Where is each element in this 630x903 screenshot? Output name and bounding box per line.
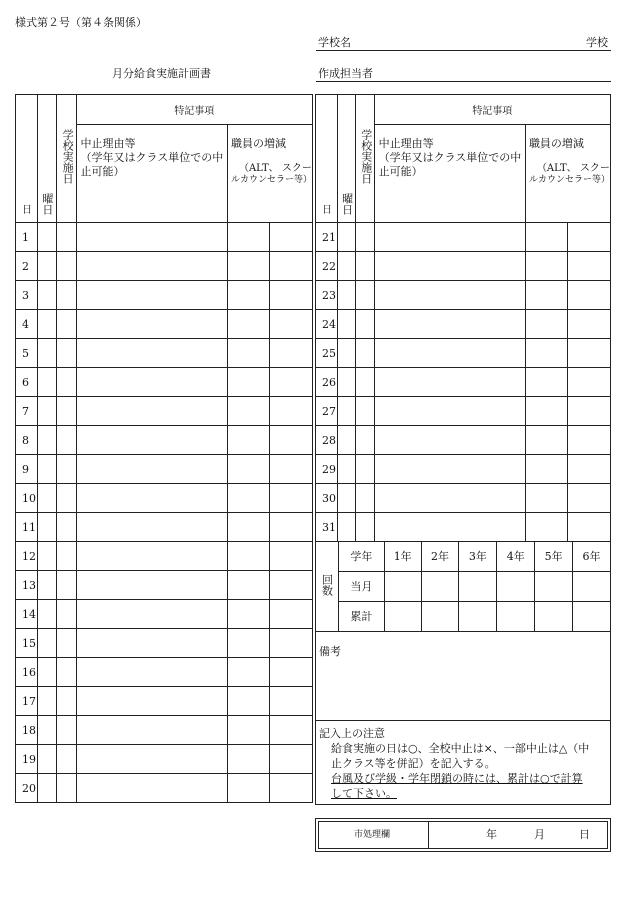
day-row bbox=[16, 687, 313, 716]
cumulative-count-cell[interactable] bbox=[573, 602, 611, 632]
school-impl-cell[interactable] bbox=[57, 745, 76, 774]
staff-change-cell[interactable] bbox=[270, 745, 313, 774]
staff-change-cell[interactable] bbox=[567, 339, 610, 368]
stop-reason-cell[interactable] bbox=[76, 571, 227, 600]
stop-reason-cell[interactable] bbox=[374, 223, 525, 252]
weekday-cell[interactable] bbox=[37, 542, 56, 571]
day-row bbox=[16, 339, 313, 368]
cumulative-count-cell[interactable] bbox=[459, 602, 497, 632]
staff-change-cell[interactable] bbox=[270, 426, 313, 455]
stop-reason-cell[interactable] bbox=[76, 484, 227, 513]
school-impl-cell[interactable] bbox=[355, 397, 374, 426]
staff-change-cell[interactable] bbox=[227, 687, 270, 716]
month-count-cell[interactable] bbox=[535, 572, 573, 602]
notes-line-4: して下さい。 bbox=[331, 787, 397, 800]
staff-change-cell[interactable] bbox=[270, 484, 313, 513]
remarks-divider bbox=[316, 720, 610, 721]
day-number: 19 bbox=[16, 745, 38, 774]
staff-change-cell[interactable] bbox=[525, 513, 567, 542]
day-row bbox=[16, 484, 313, 513]
day-row bbox=[316, 513, 611, 542]
weekday-cell[interactable] bbox=[337, 484, 355, 513]
staff-change-cell[interactable] bbox=[227, 658, 270, 687]
school-impl-cell[interactable] bbox=[57, 252, 76, 281]
cumulative-count-cell[interactable] bbox=[384, 602, 421, 632]
stop-reason-cell[interactable] bbox=[374, 281, 525, 310]
cumulative-count-label: 累計 bbox=[338, 602, 384, 632]
left-schedule-table bbox=[15, 94, 313, 803]
staff-change-cell[interactable] bbox=[567, 397, 610, 426]
school-impl-cell[interactable] bbox=[57, 571, 76, 600]
staff-change-cell[interactable] bbox=[525, 484, 567, 513]
weekday-cell[interactable] bbox=[37, 252, 56, 281]
grade-5: 5年 bbox=[535, 542, 573, 572]
day-row bbox=[16, 368, 313, 397]
day-row bbox=[16, 455, 313, 484]
day-number: 17 bbox=[16, 687, 38, 716]
plan-title: 月分給食実施計画書 bbox=[112, 67, 211, 80]
staff-change-cell[interactable] bbox=[227, 339, 270, 368]
weekday-header-right: 曜日 bbox=[337, 95, 355, 223]
day-row bbox=[316, 455, 611, 484]
form-number: 様式第２号（第４条関係） bbox=[15, 16, 147, 29]
weekday-cell[interactable] bbox=[37, 339, 56, 368]
school-impl-cell[interactable] bbox=[57, 223, 76, 252]
day-number: 5 bbox=[16, 339, 38, 368]
staff-change-cell[interactable] bbox=[567, 513, 610, 542]
weekday-cell[interactable] bbox=[337, 281, 355, 310]
day-number: 26 bbox=[316, 368, 338, 397]
day-row bbox=[16, 223, 313, 252]
city-month: 月 bbox=[534, 828, 545, 841]
staff-change-cell[interactable] bbox=[567, 455, 610, 484]
grade-4: 4年 bbox=[497, 542, 535, 572]
stop-reason-cell[interactable] bbox=[76, 542, 227, 571]
day-number: 31 bbox=[316, 513, 338, 542]
day-number: 7 bbox=[16, 397, 38, 426]
day-row bbox=[316, 484, 611, 513]
school-impl-cell[interactable] bbox=[57, 455, 76, 484]
school-impl-cell[interactable] bbox=[355, 368, 374, 397]
weekday-cell[interactable] bbox=[37, 455, 56, 484]
day-number: 30 bbox=[316, 484, 338, 513]
day-number: 10 bbox=[16, 484, 38, 513]
day-row bbox=[316, 281, 611, 310]
grade-2: 2年 bbox=[421, 542, 459, 572]
day-row bbox=[16, 426, 313, 455]
stop-reason-cell[interactable] bbox=[76, 339, 227, 368]
right-schedule-table bbox=[315, 94, 611, 542]
notes-line-1: 給食実施の日は○、全校中止は×、一部中止は△（中 bbox=[331, 742, 590, 755]
staff-change-cell[interactable] bbox=[525, 223, 567, 252]
grade-6: 6年 bbox=[573, 542, 611, 572]
school-impl-cell[interactable] bbox=[57, 600, 76, 629]
day-header-right: 日 bbox=[316, 95, 338, 223]
staff-change-cell[interactable] bbox=[227, 484, 270, 513]
day-header: 日 bbox=[16, 95, 38, 223]
city-year: 年 bbox=[486, 828, 497, 841]
day-number: 29 bbox=[316, 455, 338, 484]
stop-reason-cell[interactable] bbox=[76, 281, 227, 310]
school-name-label: 学校名 bbox=[318, 36, 351, 49]
staff-change-cell[interactable] bbox=[227, 542, 270, 571]
school-impl-cell[interactable] bbox=[57, 484, 76, 513]
staff-change-cell[interactable] bbox=[270, 716, 313, 745]
school-impl-cell[interactable] bbox=[355, 281, 374, 310]
day-number: 4 bbox=[16, 310, 38, 339]
staff-change-cell[interactable] bbox=[270, 542, 313, 571]
staff-change-cell[interactable] bbox=[270, 252, 313, 281]
school-impl-header: 学校実施日 bbox=[57, 95, 76, 223]
count-label: 回数 bbox=[316, 542, 339, 632]
grade-3: 3年 bbox=[459, 542, 497, 572]
stop-reason-cell[interactable] bbox=[76, 745, 227, 774]
staff-change-cell[interactable] bbox=[525, 252, 567, 281]
day-number: 15 bbox=[16, 629, 38, 658]
day-row bbox=[16, 542, 313, 571]
day-row bbox=[316, 252, 611, 281]
stop-reason-cell[interactable] bbox=[374, 310, 525, 339]
staff-change-header: 職員の増減 （ALT、 スクー ルカウンセラー等） bbox=[227, 125, 312, 223]
staff-change-cell[interactable] bbox=[227, 281, 270, 310]
stop-reason-cell[interactable] bbox=[374, 426, 525, 455]
day-number: 23 bbox=[316, 281, 338, 310]
day-row bbox=[16, 716, 313, 745]
month-count-cell[interactable] bbox=[421, 572, 459, 602]
stop-reason-cell[interactable] bbox=[76, 455, 227, 484]
staff-change-cell[interactable] bbox=[525, 455, 567, 484]
day-row bbox=[316, 223, 611, 252]
weekday-cell[interactable] bbox=[337, 455, 355, 484]
weekday-cell[interactable] bbox=[37, 716, 56, 745]
month-count-cell[interactable] bbox=[459, 572, 497, 602]
school-impl-cell[interactable] bbox=[57, 629, 76, 658]
weekday-cell[interactable] bbox=[37, 281, 56, 310]
weekday-cell[interactable] bbox=[37, 600, 56, 629]
month-count-cell[interactable] bbox=[497, 572, 535, 602]
staff-change-cell[interactable] bbox=[270, 310, 313, 339]
weekday-cell[interactable] bbox=[337, 368, 355, 397]
day-number: 21 bbox=[316, 223, 338, 252]
school-impl-cell[interactable] bbox=[57, 774, 76, 803]
stop-reason-cell[interactable] bbox=[374, 513, 525, 542]
staff-change-cell[interactable] bbox=[227, 745, 270, 774]
stop-reason-cell[interactable] bbox=[76, 629, 227, 658]
school-impl-cell[interactable] bbox=[355, 455, 374, 484]
staff-change-cell[interactable] bbox=[227, 774, 270, 803]
staff-change-cell[interactable] bbox=[270, 513, 313, 542]
weekday-cell[interactable] bbox=[37, 687, 56, 716]
school-impl-cell[interactable] bbox=[355, 513, 374, 542]
stop-reason-cell[interactable] bbox=[76, 426, 227, 455]
staff-change-cell[interactable] bbox=[567, 368, 610, 397]
weekday-cell[interactable] bbox=[337, 252, 355, 281]
city-processing-label: 市処理欄 bbox=[354, 830, 391, 840]
stop-reason-header-right: 中止理由等 （学年又はクラス単位での中止可能） bbox=[374, 125, 525, 223]
school-impl-cell[interactable] bbox=[57, 339, 76, 368]
staff-change-cell[interactable] bbox=[567, 281, 610, 310]
day-number: 12 bbox=[16, 542, 38, 571]
staff-change-cell[interactable] bbox=[270, 339, 313, 368]
staff-change-cell[interactable] bbox=[227, 571, 270, 600]
staff-change-cell[interactable] bbox=[227, 426, 270, 455]
stop-reason-cell[interactable] bbox=[76, 687, 227, 716]
grade-1: 1年 bbox=[384, 542, 421, 572]
staff-change-cell[interactable] bbox=[227, 629, 270, 658]
staff-change-cell[interactable] bbox=[227, 455, 270, 484]
day-number: 2 bbox=[16, 252, 38, 281]
day-row bbox=[16, 629, 313, 658]
day-row bbox=[16, 513, 313, 542]
staff-change-cell[interactable] bbox=[227, 252, 270, 281]
weekday-cell[interactable] bbox=[37, 397, 56, 426]
school-impl-cell[interactable] bbox=[355, 339, 374, 368]
school-impl-cell[interactable] bbox=[355, 310, 374, 339]
day-number: 14 bbox=[16, 600, 38, 629]
staff-change-cell[interactable] bbox=[227, 223, 270, 252]
staff-change-cell[interactable] bbox=[525, 339, 567, 368]
school-impl-header-right: 学校実施日 bbox=[355, 95, 374, 223]
city-day: 日 bbox=[579, 828, 590, 841]
school-suffix: 学校 bbox=[586, 36, 608, 49]
stop-reason-cell[interactable] bbox=[76, 716, 227, 745]
school-impl-cell[interactable] bbox=[57, 281, 76, 310]
day-row bbox=[16, 310, 313, 339]
cumulative-count-cell[interactable] bbox=[497, 602, 535, 632]
weekday-cell[interactable] bbox=[37, 774, 56, 803]
remarks-label: 備考 bbox=[319, 645, 341, 658]
day-row bbox=[316, 310, 611, 339]
school-impl-cell[interactable] bbox=[57, 658, 76, 687]
remarks-notes-box bbox=[315, 631, 611, 805]
staff-change-cell[interactable] bbox=[270, 687, 313, 716]
weekday-cell[interactable] bbox=[37, 310, 56, 339]
city-processing-box bbox=[315, 818, 611, 852]
staff-change-cell[interactable] bbox=[525, 397, 567, 426]
weekday-cell[interactable] bbox=[37, 426, 56, 455]
special-header-right: 特記事項 bbox=[374, 95, 610, 125]
school-impl-cell[interactable] bbox=[355, 426, 374, 455]
staff-change-cell[interactable] bbox=[270, 629, 313, 658]
staff-change-cell[interactable] bbox=[567, 252, 610, 281]
day-row bbox=[316, 339, 611, 368]
school-impl-cell[interactable] bbox=[57, 687, 76, 716]
weekday-cell[interactable] bbox=[37, 513, 56, 542]
day-number: 27 bbox=[316, 397, 338, 426]
day-number: 13 bbox=[16, 571, 38, 600]
school-impl-cell[interactable] bbox=[355, 484, 374, 513]
day-row bbox=[316, 426, 611, 455]
day-number: 6 bbox=[16, 368, 38, 397]
day-number: 24 bbox=[316, 310, 338, 339]
stop-reason-cell[interactable] bbox=[76, 252, 227, 281]
staff-change-cell[interactable] bbox=[567, 426, 610, 455]
staff-change-cell[interactable] bbox=[270, 600, 313, 629]
weekday-cell[interactable] bbox=[337, 397, 355, 426]
staff-change-cell[interactable] bbox=[525, 368, 567, 397]
day-number: 22 bbox=[316, 252, 338, 281]
day-row bbox=[16, 658, 313, 687]
weekday-cell[interactable] bbox=[37, 745, 56, 774]
staff-change-cell[interactable] bbox=[227, 310, 270, 339]
day-row bbox=[316, 368, 611, 397]
staff-change-cell[interactable] bbox=[567, 310, 610, 339]
staff-change-cell[interactable] bbox=[227, 513, 270, 542]
day-row bbox=[16, 252, 313, 281]
staff-change-header-right: 職員の増減 （ALT、 スクー ルカウンセラー等） bbox=[525, 125, 610, 223]
school-impl-cell[interactable] bbox=[57, 716, 76, 745]
day-number: 28 bbox=[316, 426, 338, 455]
stop-reason-header: 中止理由等 （学年又はクラス単位での中止可能） bbox=[76, 125, 227, 223]
weekday-cell[interactable] bbox=[37, 484, 56, 513]
staff-change-cell[interactable] bbox=[270, 223, 313, 252]
preparer-line bbox=[316, 81, 611, 82]
staff-change-cell[interactable] bbox=[525, 281, 567, 310]
notes-line-3: 台風及び学級・学年閉鎖の時には、累計は○で計算 bbox=[331, 772, 583, 785]
staff-change-cell[interactable] bbox=[270, 658, 313, 687]
preparer-label: 作成担当者 bbox=[318, 67, 373, 80]
day-number: 16 bbox=[16, 658, 38, 687]
notes-title: 記入上の注意 bbox=[319, 727, 385, 740]
weekday-cell[interactable] bbox=[337, 426, 355, 455]
stop-reason-cell[interactable] bbox=[76, 658, 227, 687]
weekday-cell[interactable] bbox=[37, 658, 56, 687]
school-impl-cell[interactable] bbox=[57, 310, 76, 339]
stop-reason-cell[interactable] bbox=[374, 397, 525, 426]
stop-reason-cell[interactable] bbox=[76, 397, 227, 426]
stop-reason-cell[interactable] bbox=[374, 484, 525, 513]
stop-reason-cell[interactable] bbox=[374, 455, 525, 484]
day-number: 20 bbox=[16, 774, 38, 803]
day-number: 18 bbox=[16, 716, 38, 745]
cumulative-count-cell[interactable] bbox=[421, 602, 459, 632]
staff-change-cell[interactable] bbox=[270, 397, 313, 426]
weekday-cell[interactable] bbox=[37, 629, 56, 658]
stop-reason-cell[interactable] bbox=[374, 252, 525, 281]
weekday-cell[interactable] bbox=[337, 339, 355, 368]
staff-change-cell[interactable] bbox=[227, 397, 270, 426]
day-number: 25 bbox=[316, 339, 338, 368]
weekday-cell[interactable] bbox=[337, 223, 355, 252]
day-row bbox=[316, 397, 611, 426]
school-impl-cell[interactable] bbox=[355, 223, 374, 252]
stop-reason-cell[interactable] bbox=[374, 368, 525, 397]
notes-line-2: 止クラス等を併記）を記入する。 bbox=[331, 757, 496, 770]
school-impl-cell[interactable] bbox=[57, 397, 76, 426]
stop-reason-cell[interactable] bbox=[76, 368, 227, 397]
day-number: 8 bbox=[16, 426, 38, 455]
staff-change-cell[interactable] bbox=[567, 223, 610, 252]
grade-label: 学年 bbox=[338, 542, 384, 572]
day-row bbox=[16, 571, 313, 600]
day-row bbox=[16, 281, 313, 310]
day-row bbox=[16, 774, 313, 803]
stop-reason-cell[interactable] bbox=[76, 774, 227, 803]
cumulative-count-cell[interactable] bbox=[535, 602, 573, 632]
special-header: 特記事項 bbox=[76, 95, 312, 125]
stop-reason-cell[interactable] bbox=[76, 513, 227, 542]
staff-change-cell[interactable] bbox=[227, 600, 270, 629]
day-number: 3 bbox=[16, 281, 38, 310]
weekday-cell[interactable] bbox=[37, 571, 56, 600]
staff-change-cell[interactable] bbox=[270, 455, 313, 484]
staff-change-cell[interactable] bbox=[567, 484, 610, 513]
weekday-cell[interactable] bbox=[337, 513, 355, 542]
month-count-cell[interactable] bbox=[384, 572, 421, 602]
staff-change-cell[interactable] bbox=[270, 571, 313, 600]
day-number: 9 bbox=[16, 455, 38, 484]
day-row bbox=[16, 745, 313, 774]
count-table bbox=[315, 541, 611, 632]
day-row bbox=[16, 397, 313, 426]
school-impl-cell[interactable] bbox=[57, 368, 76, 397]
school-name-line bbox=[316, 50, 611, 51]
day-number: 11 bbox=[16, 513, 38, 542]
school-impl-cell[interactable] bbox=[57, 513, 76, 542]
stop-reason-cell[interactable] bbox=[76, 223, 227, 252]
weekday-cell[interactable] bbox=[37, 223, 56, 252]
weekday-cell[interactable] bbox=[337, 310, 355, 339]
weekday-header: 曜日 bbox=[37, 95, 56, 223]
staff-change-cell[interactable] bbox=[270, 281, 313, 310]
staff-change-cell[interactable] bbox=[270, 368, 313, 397]
month-count-label: 当月 bbox=[338, 572, 384, 602]
school-impl-cell[interactable] bbox=[57, 426, 76, 455]
month-count-cell[interactable] bbox=[573, 572, 611, 602]
day-number: 1 bbox=[16, 223, 38, 252]
staff-change-cell[interactable] bbox=[227, 716, 270, 745]
school-impl-cell[interactable] bbox=[355, 252, 374, 281]
staff-change-cell[interactable] bbox=[270, 774, 313, 803]
stop-reason-cell[interactable] bbox=[76, 600, 227, 629]
staff-change-cell[interactable] bbox=[525, 310, 567, 339]
school-impl-cell[interactable] bbox=[57, 542, 76, 571]
day-row bbox=[16, 600, 313, 629]
staff-change-cell[interactable] bbox=[227, 368, 270, 397]
staff-change-cell[interactable] bbox=[525, 426, 567, 455]
stop-reason-cell[interactable] bbox=[76, 310, 227, 339]
weekday-cell[interactable] bbox=[37, 368, 56, 397]
stop-reason-cell[interactable] bbox=[374, 339, 525, 368]
